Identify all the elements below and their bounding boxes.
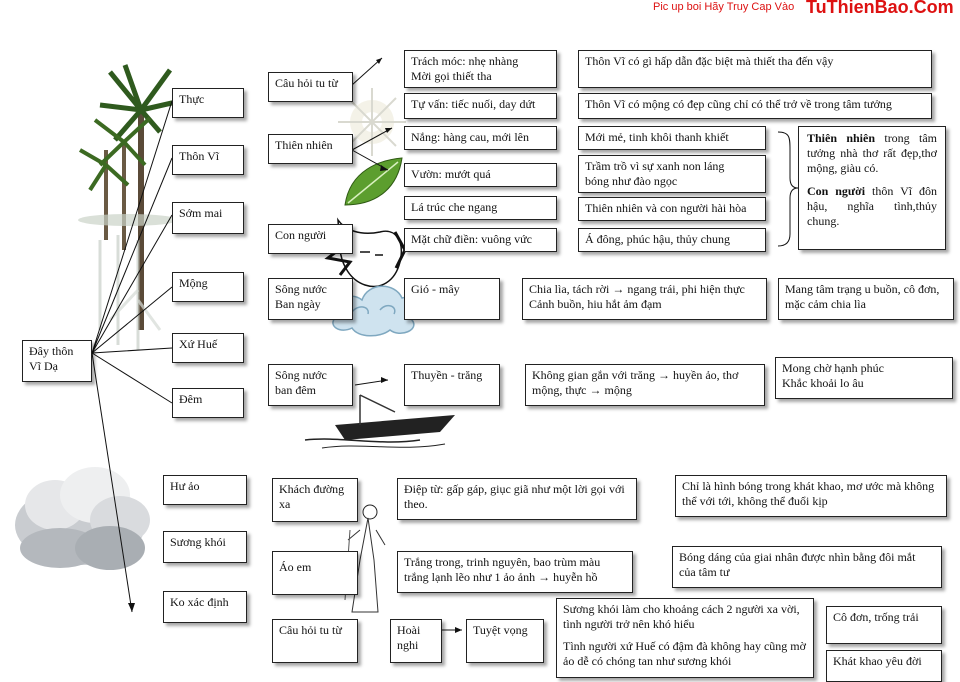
node-khong-gian-label: Không gian gắn với trăng → huyền ảo, thơ mộng, thực → mộng xyxy=(532,368,739,397)
node-hap-dan-label: Thôn Vĩ có gì hấp dẫn đặc biệt mà thiết tha đến vậy xyxy=(585,54,834,68)
node-diep-tu-label: Điệp từ: gấp gáp, giục giã như một lời gọi với theo. xyxy=(404,482,625,511)
node-thuyen-trang-label: Thuyền - trăng xyxy=(411,368,483,382)
node-mong-dep-label: Thôn Vĩ có mộng có đẹp cũng chỉ có thể trở về trong tâm tưởng xyxy=(585,97,892,111)
node-som-mai-label: Sớm mai xyxy=(179,206,223,220)
node-mong[interactable] xyxy=(172,272,244,302)
summary-con-nguoi xyxy=(807,184,937,229)
node-thien-nhien[interactable] xyxy=(268,134,353,164)
node-chi-la[interactable] xyxy=(675,475,947,517)
node-vuon-label: Vườn: mướt quá xyxy=(411,167,491,181)
node-song-nuoc-dem-line-1: Sông nước xyxy=(275,368,327,382)
root-node[interactable] xyxy=(22,340,92,382)
node-hoai-nghi[interactable] xyxy=(390,619,442,663)
node-trang-trong-label: Trắng trong, trinh nguyên, bao trùm màu trắng lạnh lẽo như 1 ảo ảnh → huyễn hồ xyxy=(404,555,601,584)
node-tuyet-vong-label: Tuyệt vọng xyxy=(473,623,528,637)
summary-thien-nhien-bold: Thiên nhiên xyxy=(807,131,876,145)
node-thuc-label: Thực xyxy=(179,92,205,106)
node-a-dong-label: Á đông, phúc hậu, thủy chung xyxy=(585,232,730,246)
node-suong-khoi-detail-line-1: Sương khói làm cho khoảng cách 2 người xa vời, tình người trở nên khó hiểu xyxy=(563,602,800,631)
node-nang[interactable] xyxy=(404,126,557,150)
node-hu-ao[interactable] xyxy=(163,475,247,505)
node-diep-tu[interactable] xyxy=(397,478,637,520)
node-xu-hue[interactable] xyxy=(172,333,244,363)
header-caption: Pic up boi Hãy Truy Cap Vào xyxy=(653,1,795,13)
node-song-nuoc-ban-dem[interactable] xyxy=(268,364,353,406)
summary-con-nguoi-rest: thôn Vĩ đôn hậu, nghĩa tình,thủy chung. xyxy=(807,184,937,228)
node-hu-ao-label: Hư ảo xyxy=(170,479,200,493)
node-tu-van[interactable] xyxy=(404,93,557,119)
node-khach-duong-xa-label: Khách đường xa xyxy=(279,482,345,511)
node-khat-khao[interactable] xyxy=(826,650,942,682)
node-trach-moc-line-2: Mời gọi thiết tha xyxy=(411,69,492,83)
node-nang-label: Nắng: hàng cau, mới lên xyxy=(411,130,529,144)
node-cau-hoi-tu-tu[interactable] xyxy=(268,72,353,102)
node-xu-hue-label: Xứ Huế xyxy=(179,337,218,351)
node-mong-dep[interactable] xyxy=(578,93,932,119)
node-ko-xac-dinh-label: Ko xác định xyxy=(170,595,229,609)
node-trach-moc[interactable] xyxy=(404,50,557,88)
summary-thien-nhien-rest: trong tâm tưởng nhà thơ rất đẹp,thơ mộng, giàu có. xyxy=(807,131,938,175)
node-ao-em[interactable] xyxy=(272,551,358,595)
node-la-truc[interactable] xyxy=(404,196,557,220)
node-tuyet-vong[interactable] xyxy=(466,619,544,663)
node-bong-dang-label: Bóng dáng của giai nhân được nhìn bằng đôi mắt của tâm tư xyxy=(679,550,916,579)
node-co-don-label: Cô đơn, trống trải xyxy=(833,610,919,624)
node-mang-tam-trang-label: Mang tâm trạng u buồn, cô đơn, mặc cảm chia lìa xyxy=(785,282,940,311)
node-song-nuoc-ngay-line-1: Sông nước xyxy=(275,282,327,296)
node-cau-hoi-tu-tu-2[interactable] xyxy=(272,619,358,663)
node-mong-cho[interactable] xyxy=(775,357,953,399)
summary-thien-nhien xyxy=(807,131,937,176)
header-brand[interactable]: TuThienBao.Com xyxy=(806,0,954,17)
node-moi-me-label: Mới mẻ, tinh khôi thanh khiết xyxy=(585,130,729,144)
node-song-nuoc-ngay-line-2: Ban ngày xyxy=(275,297,321,311)
node-mong-cho-line-2: Khắc khoải lo âu xyxy=(782,376,864,390)
node-khat-khao-label: Khát khao yêu đời xyxy=(833,654,922,668)
node-trach-moc-line-1: Trách móc: nhẹ nhàng xyxy=(411,54,519,68)
node-thuyen-trang[interactable] xyxy=(404,364,500,406)
node-la-truc-label: Lá trúc che ngang xyxy=(411,200,498,214)
node-thon-vi-label: Thôn Vĩ xyxy=(179,149,220,163)
node-mat-chu-dien[interactable] xyxy=(404,228,557,252)
node-thien-nhien-label: Thiên nhiên xyxy=(275,138,333,152)
node-hap-dan[interactable] xyxy=(578,50,932,88)
cloud-illustration xyxy=(15,467,150,570)
node-dem[interactable] xyxy=(172,388,244,418)
node-som-mai[interactable] xyxy=(172,202,244,234)
node-vuon[interactable] xyxy=(404,163,557,187)
node-mong-label: Mộng xyxy=(179,276,208,290)
node-song-nuoc-dem-line-2: ban đêm xyxy=(275,383,316,397)
node-mang-tam-trang[interactable] xyxy=(778,278,954,320)
summary-con-nguoi-bold: Con người xyxy=(807,184,866,198)
node-tram-tro[interactable] xyxy=(578,155,766,193)
node-cau-hoi-tu-tu-label: Câu hỏi tu từ xyxy=(275,76,338,90)
node-thon-vi[interactable] xyxy=(172,145,244,175)
node-ao-em-label: Áo em xyxy=(279,560,312,574)
palm-tree-illustration xyxy=(78,65,185,350)
node-cau-hoi-tu-tu-2-label: Câu hỏi tu từ xyxy=(279,623,342,637)
node-hai-hoa-label: Thiên nhiên và con người hài hòa xyxy=(585,201,747,215)
node-gio-may[interactable] xyxy=(404,278,500,320)
node-chi-la-label: Chỉ là hình bóng trong khát khao, mơ ước mà không thể với tới, không thể đuổi kịp xyxy=(682,479,935,508)
node-suong-khoi[interactable] xyxy=(163,531,247,563)
node-con-nguoi-label: Con người xyxy=(275,228,327,242)
node-ko-xac-dinh[interactable] xyxy=(163,591,247,623)
node-mat-chu-dien-label: Mặt chữ điền: vuông vức xyxy=(411,232,532,246)
node-hoai-nghi-label: Hoài nghi xyxy=(397,623,421,652)
node-suong-khoi-detail[interactable] xyxy=(556,598,814,678)
node-tram-tro-line-2: bóng như đào ngọc xyxy=(585,174,678,188)
node-chia-lia-line-1: Chia lìa, tách rời → ngang trái, phi hiện thực xyxy=(529,282,745,296)
node-gio-may-label: Gió - mây xyxy=(411,282,460,296)
node-dem-label: Đêm xyxy=(179,392,203,406)
node-khach-duong-xa[interactable] xyxy=(272,478,358,522)
node-a-dong[interactable] xyxy=(578,228,766,252)
node-con-nguoi[interactable] xyxy=(268,224,353,254)
leaf-illustration xyxy=(345,158,402,205)
node-tram-tro-line-1: Trầm trồ vì sự xanh non láng xyxy=(585,159,725,173)
node-summary[interactable] xyxy=(798,126,946,250)
node-khong-gian[interactable] xyxy=(525,364,765,406)
node-tu-van-label: Tự vấn: tiếc nuối, day dứt xyxy=(411,97,536,111)
node-trang-trong[interactable] xyxy=(397,551,633,593)
root-label: Đây thôn Vĩ Dạ xyxy=(29,344,74,373)
node-co-don[interactable] xyxy=(826,606,942,644)
node-thuc[interactable] xyxy=(172,88,244,118)
node-mong-cho-line-1: Mong chờ hạnh phúc xyxy=(782,361,884,375)
node-suong-khoi-label: Sương khói xyxy=(170,535,226,549)
node-suong-khoi-detail-line-2: Tình người xứ Huế có đậm đà không hay cũng mờ ảo dễ có chóng tan như sương khói xyxy=(563,639,806,668)
node-bong-dang[interactable] xyxy=(672,546,942,588)
node-chia-lia[interactable] xyxy=(522,278,767,320)
node-hai-hoa[interactable] xyxy=(578,197,766,221)
node-moi-me[interactable] xyxy=(578,126,766,150)
node-chia-lia-line-2: Cảnh buồn, hiu hắt ảm đạm xyxy=(529,297,662,311)
node-song-nuoc-ban-ngay[interactable] xyxy=(268,278,353,320)
